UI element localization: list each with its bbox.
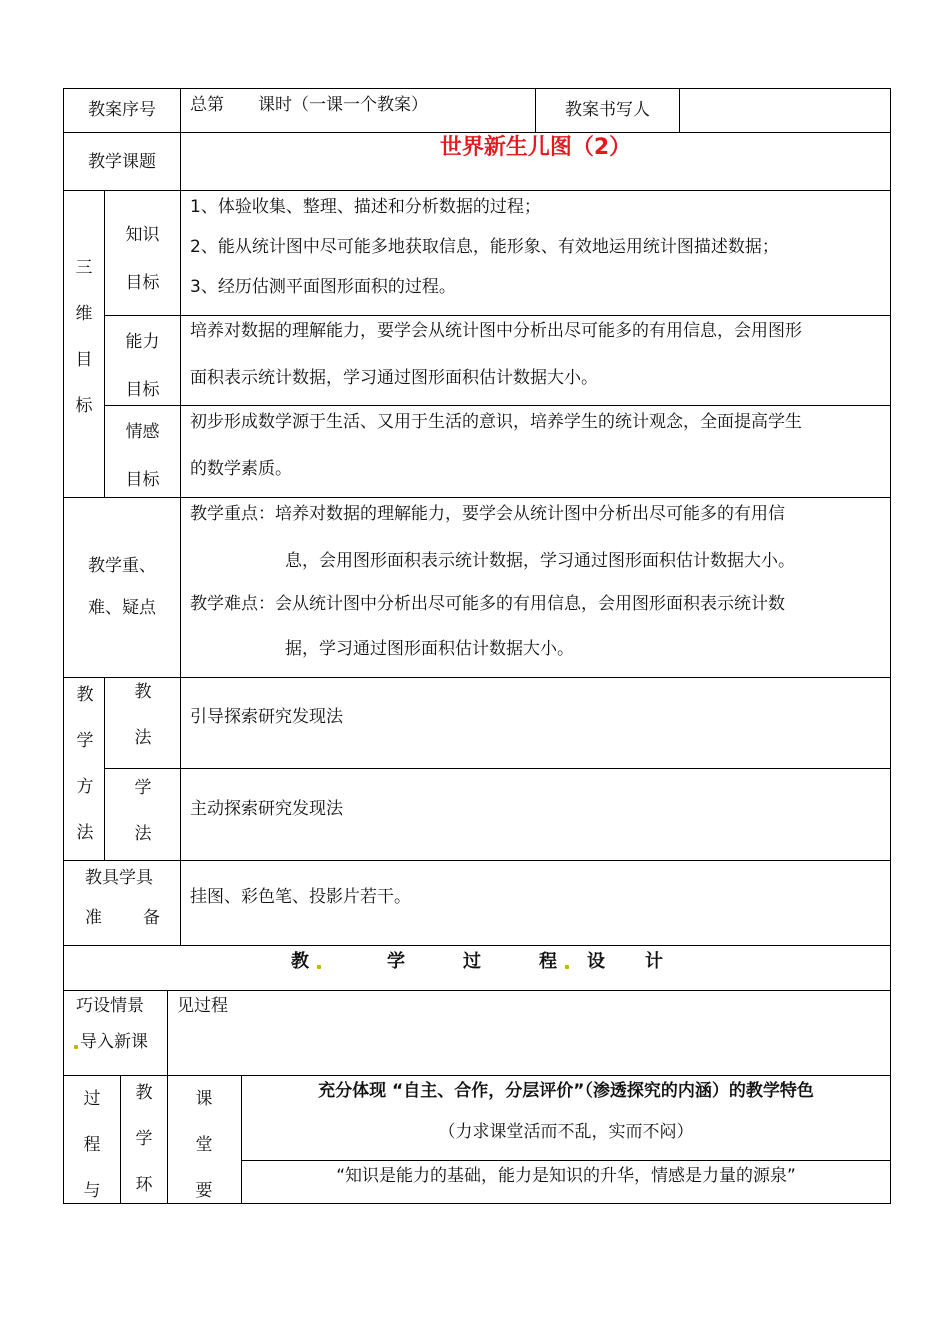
emotion-goal-label: 情感 目标 <box>125 422 160 490</box>
tools-label-line2b: 备 <box>143 908 160 928</box>
process-section-title: 教 学 过 程 设 计 <box>291 951 663 972</box>
process-col3-label: 课 堂 要 <box>195 1089 213 1201</box>
row-line <box>63 497 891 498</box>
teach-method-text: 引导探索研究发现法 <box>190 707 343 727</box>
keypoints-label: 教学重、 难、疑点 <box>88 556 156 618</box>
row-line <box>63 990 891 991</box>
total-lesson-text: 总第 课时（一课一个教案） <box>190 95 428 115</box>
table-border-bottom <box>63 1203 891 1204</box>
process-col2-label: 教 学 环 <box>135 1083 153 1195</box>
keypoint-line: 息，会用图形面积表示统计数据，学习通过图形面积估计数据大小。 <box>285 551 795 571</box>
row-line <box>63 945 891 946</box>
knowledge-item: 2、能从统计图中尽可能多地获取信息，能形象、有效地运用统计图描述数据； <box>190 237 779 257</box>
row-line <box>63 132 891 133</box>
mark-dot <box>565 965 569 969</box>
row-line <box>104 315 891 316</box>
learn-method-label: 学 法 <box>134 778 152 844</box>
mark-dot <box>74 1045 78 1049</box>
tools-text: 挂图、彩色笔、投影片若干。 <box>190 887 411 907</box>
emotion-text-line: 初步形成数学源于生活、又用于生活的意识，培养学生的统计观念，全面提高学生 <box>190 412 802 432</box>
ability-text-line: 培养对数据的理解能力，要学会从统计图中分析出尽可能多的有用信息，会用图形 <box>190 321 802 341</box>
col-line <box>120 1075 121 1204</box>
writer-label: 教案书写人 <box>565 100 650 120</box>
table-border-top <box>63 88 891 89</box>
row-line <box>63 860 891 861</box>
col-line <box>167 1075 168 1204</box>
goals-label: 三 维 目 标 <box>75 258 93 416</box>
intro-label-line1: 巧设情景 <box>76 996 144 1016</box>
col-line <box>180 88 181 946</box>
emotion-text-line: 的数学素质。 <box>190 459 292 479</box>
col-line <box>104 677 105 861</box>
topic-label: 教学课题 <box>88 152 156 172</box>
table-border-left <box>63 88 64 1204</box>
knowledge-item: 1、体验收集、整理、描述和分析数据的过程； <box>190 197 541 217</box>
quote-text: “知识是能力的基础，能力是知识的升华，情感是力量的源泉” <box>336 1166 796 1186</box>
ability-text-line: 面积表示统计数据，学习通过图形面积估计数据大小。 <box>190 368 598 388</box>
row-line <box>63 190 891 191</box>
lesson-number-label: 教案序号 <box>88 100 156 120</box>
row-line <box>63 1075 891 1076</box>
row-line <box>63 677 891 678</box>
process-col1-label: 过 程 与 <box>83 1089 101 1201</box>
knowledge-goal-label: 知识 目标 <box>125 225 160 293</box>
col-line <box>679 88 680 133</box>
teach-method-label: 教 法 <box>134 682 152 748</box>
table-border-right <box>890 88 891 1204</box>
page-title: 世界新生儿图（2） <box>439 135 632 160</box>
mark-dot <box>317 965 321 969</box>
methods-label: 教 学 方 法 <box>76 685 94 843</box>
difficulty-line: 据，学习通过图形面积估计数据大小。 <box>285 639 574 659</box>
learn-method-text: 主动探索研究发现法 <box>190 799 343 819</box>
feature-statement: 充分体现 “自主、合作，分层评价”（渗透探究的内涵）的教学特色 <box>318 1081 814 1101</box>
keypoint-line: 教学重点：培养对数据的理解能力，要学会从统计图中分析出尽可能多的有用信 <box>190 504 785 524</box>
feature-subline: （力求课堂活而不乱，实而不闷） <box>438 1122 694 1142</box>
row-line <box>104 405 891 406</box>
intro-text: 见过程 <box>177 996 228 1016</box>
col-line <box>167 990 168 1076</box>
knowledge-item: 3、经历估测平面图形面积的过程。 <box>190 277 456 297</box>
tools-label-line1: 教具学具 <box>85 868 153 888</box>
intro-label-line2: 导入新课 <box>74 1031 148 1053</box>
row-line <box>104 768 891 769</box>
difficulty-line: 教学难点：会从统计图中分析出尽可能多的有用信息，会用图形面积表示统计数 <box>190 594 785 614</box>
ability-goal-label: 能力 目标 <box>125 332 160 400</box>
row-line <box>241 1160 891 1161</box>
tools-label-line2a: 准 <box>85 908 102 928</box>
